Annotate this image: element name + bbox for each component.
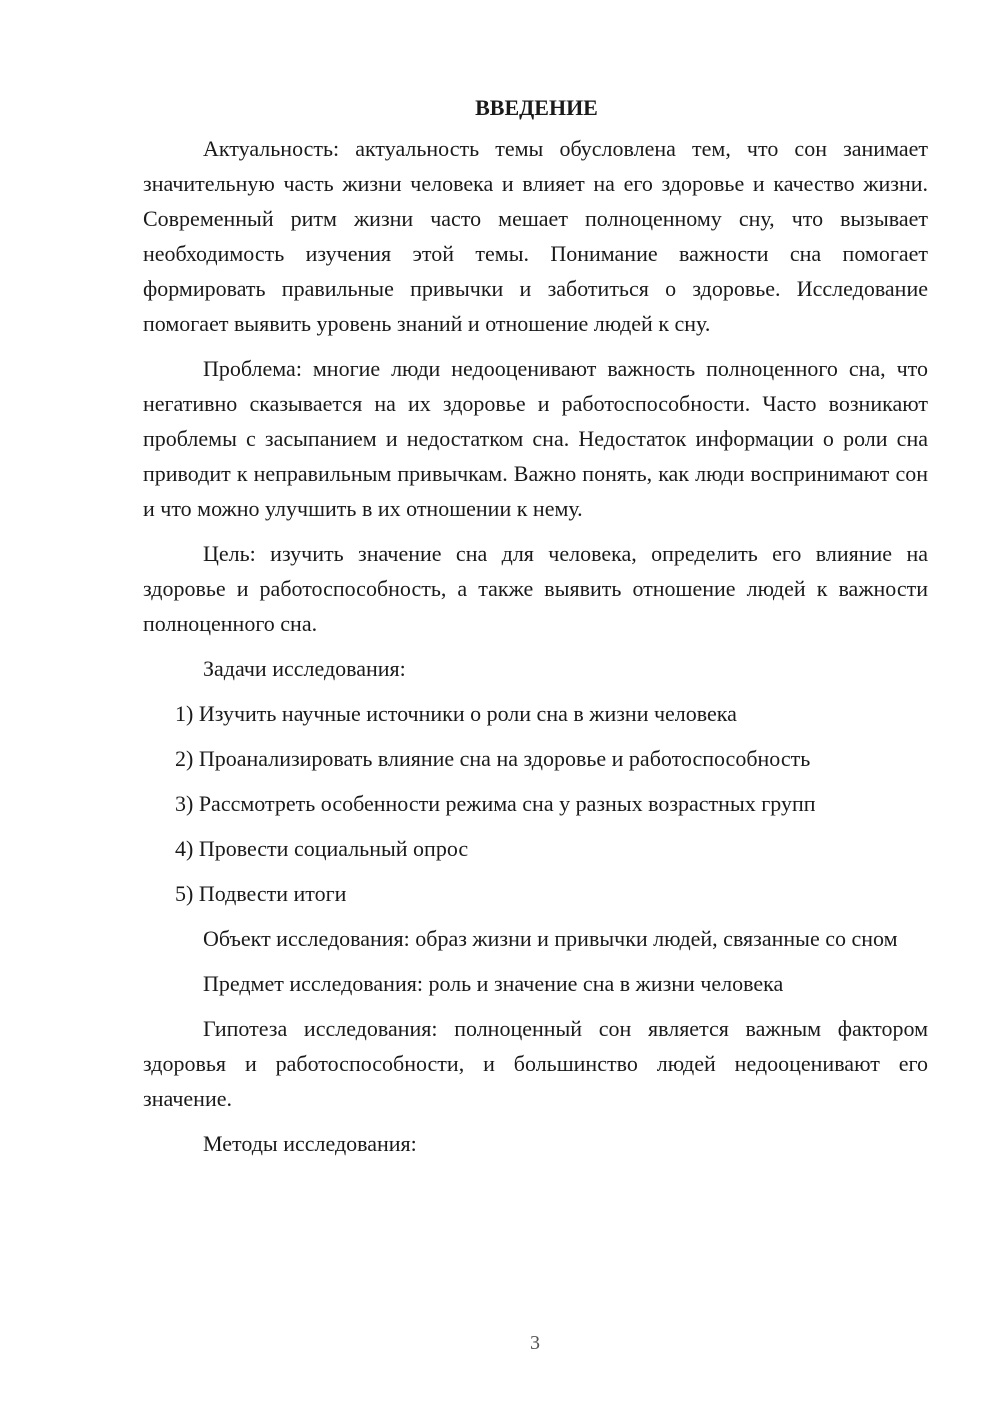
section-title: ВВЕДЕНИЕ: [475, 95, 598, 120]
relevance-paragraph: Актуальность: актуальность темы обусловлена тем, что сон занимает значительную часть жизни человека и влияет на его здоровье и качество жизни. Современный ритм жизни часто мешает полноценному сну, что вызывает необходимость изучения этой темы. Понимание важности сна помогает формировать правильные привычки и заботиться о здоровье. Исследование помогает выявить уровень знаний и отношение людей к сну.: [143, 136, 928, 336]
problem-paragraph: Проблема: многие люди недооценивают важность полноценного сна, что негативно сказывается на их здоровье и работоспособности. Часто возникают проблемы с засыпанием и недостатком сна. Недостаток информации о роли сна приводит к неправильным привычкам. Важно понять, как люди воспринимают сон и что можно улучшить в их отношении к нему.: [143, 356, 928, 521]
task-item: 1) Изучить научные источники о роли сна в жизни человека: [175, 701, 737, 726]
tasks-list: [143, 696, 928, 911]
task-item: 5) Подвести итоги: [175, 881, 347, 906]
page-number: 3: [530, 1332, 540, 1354]
subject-paragraph: Предмет исследования: роль и значение сна в жизни человека: [203, 971, 784, 996]
task-item: 4) Провести социальный опрос: [175, 836, 469, 861]
document-page: [143, 90, 928, 1171]
object-paragraph: Объект исследования: образ жизни и привычки людей, связанные со сном: [203, 926, 898, 951]
methods-heading: Методы исследования:: [203, 1131, 417, 1156]
task-item: 3) Рассмотреть особенности режима сна у разных возрастных групп: [175, 791, 816, 816]
tasks-heading: Задачи исследования:: [203, 656, 406, 681]
hypothesis-paragraph: Гипотеза исследования: полноценный сон является важным фактором здоровья и работоспособности, и большинство людей недооценивают его значение.: [143, 1016, 928, 1111]
goal-paragraph: Цель: изучить значение сна для человека, определить его влияние на здоровье и работоспособность, а также выявить отношение людей к важности полноценного сна.: [143, 541, 928, 636]
task-item: 2) Проанализировать влияние сна на здоровье и работоспособность: [175, 746, 811, 771]
